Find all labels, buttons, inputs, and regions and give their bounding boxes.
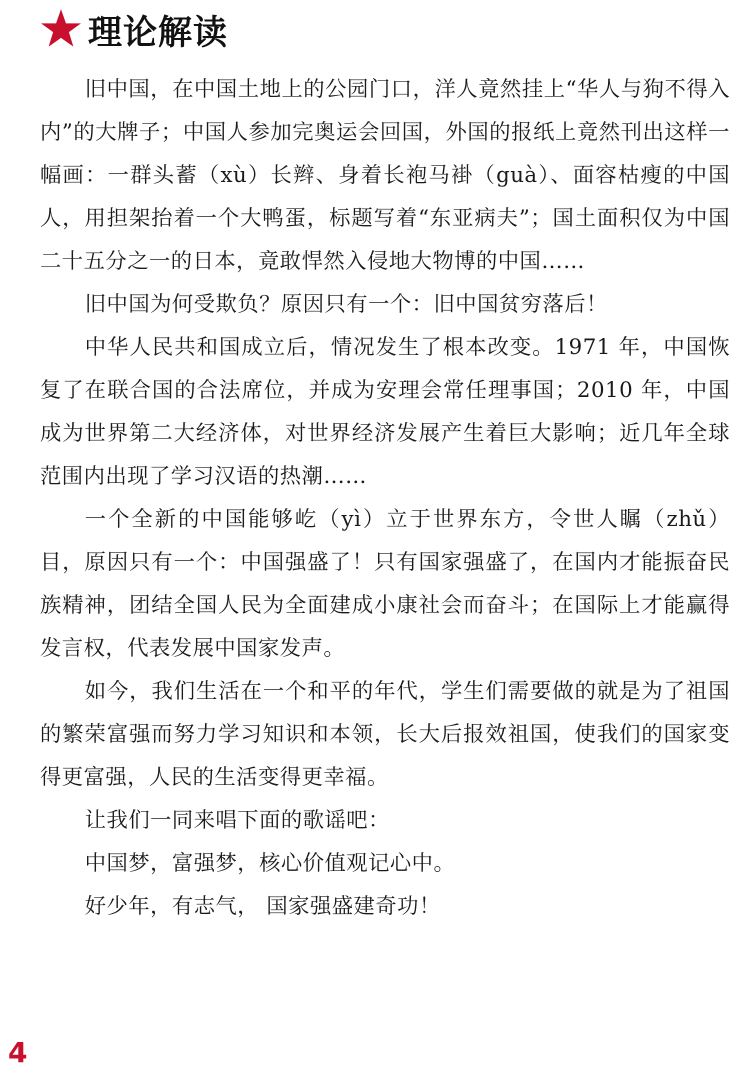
page-number: 4 xyxy=(8,1036,28,1069)
paragraph: 旧中国为何受欺负？原因只有一个：旧中国贫穷落后！ xyxy=(84,292,608,317)
paragraph: 如今，我们生活在一个和平的年代，学生们需要做的就是为了祖国的繁荣富强而努力学习知识和本领，长大后报效祖国，使我们的国家变得更富强，人民的生活变得更幸福。 xyxy=(40,679,730,790)
section-title: 理论解读 xyxy=(88,12,228,53)
song-line: 中国梦，富强梦，核心价值观记心中。 xyxy=(84,851,456,876)
paragraph: 让我们一同来唱下面的歌谣吧： xyxy=(84,808,390,833)
paragraph: 中华人民共和国成立后，情况发生了根本改变。1971 年，中国恢复了在联合国的合法席位，并成为安理会常任理事国；2010 年，中国成为世界第二大经济体，对世界经济发展产生着巨大影响；近几年全球范围内出现了学习汉语的热潮…… xyxy=(40,335,730,489)
paragraph: 旧中国，在中国土地上的公园门口，洋人竟然挂上“华人与狗不得入内”的大牌子；中国人参加完奥运会回国，外国的报纸上竟然刊出这样一幅画：一群头蓄（xù）长辫、身着长袍马褂（guà）、面容枯瘦的中国人，用担架抬着一个大鸭蛋，标题写着“东亚病夫”；国土面积仅为中国二十五分之一的日本，竟敢悍然入侵地大物博的中国…… xyxy=(40,77,730,274)
star-icon xyxy=(40,8,82,50)
body-text xyxy=(40,68,730,928)
song-line: 好少年，有志气， 国家强盛建奇功！ xyxy=(84,894,441,919)
section-header xyxy=(40,4,228,54)
paragraph: 一个全新的中国能够屹（yì）立于世界东方，令世人瞩（zhǔ）目，原因只有一个：中国强盛了！只有国家强盛了，在国内才能振奋民族精神，团结全国人民为全面建成小康社会而奋斗；在国际上才能赢得发言权，代表发展中国家发声。 xyxy=(40,507,730,661)
